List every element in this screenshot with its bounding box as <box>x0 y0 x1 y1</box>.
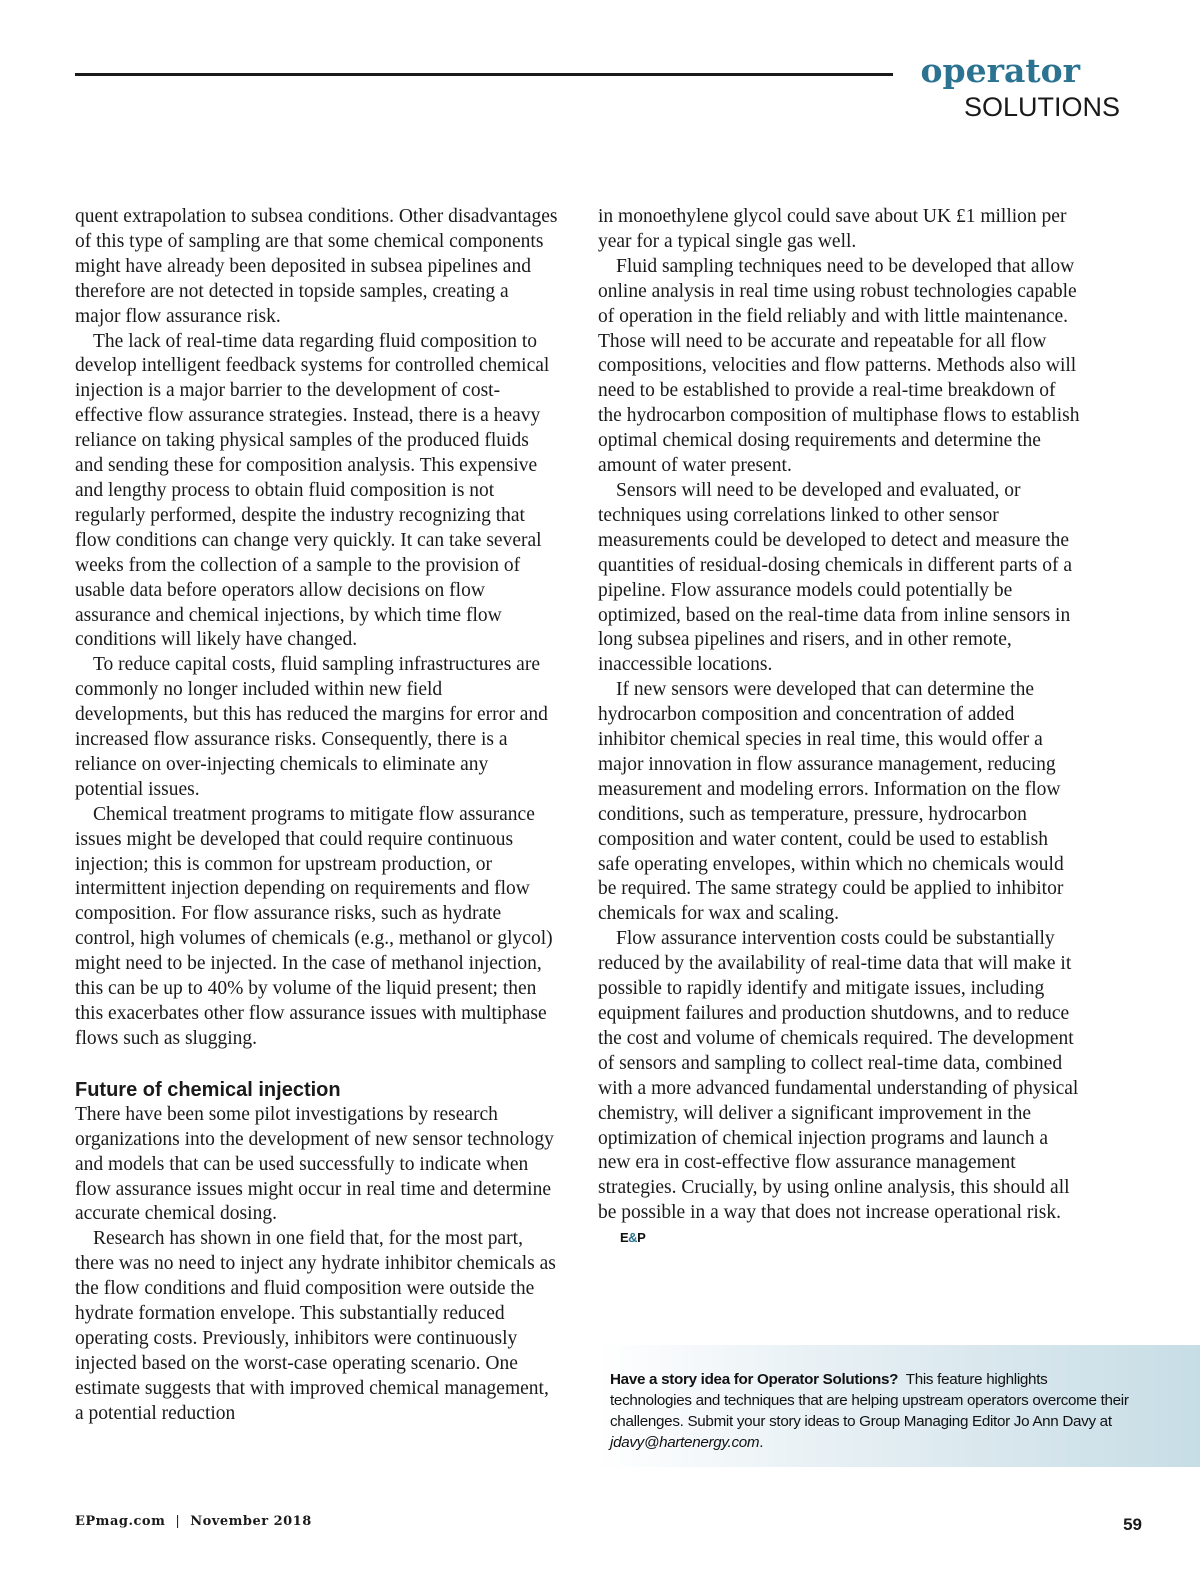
footer-separator: | <box>175 1514 181 1529</box>
paragraph: Sensors will need to be developed and evaluated, or techniques using correlations linked to other sensor measurements could be developed to detect and measure the quantities of residual-dosing chemicals in different parts of a pipeline. Flow assurance models could potentially be optimized, based on the real-time data from inline sensors in long subsea pipelines and risers, and in other remote, inaccessible locations. <box>598 479 1072 676</box>
section-subtitle: SOLUTIONS <box>963 92 1120 122</box>
story-idea-lead: Have a story idea for Operator Solutions? <box>610 1371 899 1388</box>
editor-email-link[interactable]: jdavy@hartenergy.com <box>610 1434 760 1451</box>
story-idea-text <box>610 1369 1130 1453</box>
paragraph: To reduce capital costs, fluid sampling infrastructures are commonly no longer included within new field developments, but this has reduced the margins for error and increased flow assurance risks. Consequently, there is a reliance on over-injecting chemicals to eliminate any potential issues. <box>75 654 548 800</box>
paragraph-text: Flow assurance intervention costs could be substantially reduced by the availability of real-time data that will make it possible to rapidly identify and mitigate issues, including equipment failures and production shutdowns, and to reduce the cost and volume of chemicals required. The development of sensors and sampling to collect real-time data, combined with a more advanced fundamental understanding of physical chemistry, will deliver a significant improvement in the optimization of chemical injection programs and launch a new era in cost-effective flow assurance management strategies. Crucially, by using online analysis, this should all be possible in a way that does not increase operational risk. <box>598 928 1079 1224</box>
paragraph: If new sensors were developed that can determine the hydrocarbon composition and concentration of added inhibitor chemical species in real time, this would offer a major innovation in flow assurance management, reducing measurement and modeling errors. Information on the flow conditions, such as temperature, pressure, hydrocarbon composition and water content, could be used to establish safe operating envelopes, within which no chemicals would be required. The same strategy could be applied to inhibitor chemicals for wax and scaling. <box>598 679 1064 925</box>
story-idea-body: This feature highlights technologies and techniques that are helping upstream operators overcome their challenges. Submit your story ideas to Group Managing Editor Jo Ann Davy at <box>610 1371 1129 1430</box>
paragraph: Research has shown in one field that, for the most part, there was no need to inject any hydrate inhibitor chemicals as the flow conditions and fluid composition were outside the hydrate formation envelope. This substantially reduced operating costs. Previously, inhibitors were continuously injected based on the worst-case operating scenario. One estimate suggests that with improved chemical management, a potential reduction <box>75 1228 556 1424</box>
paragraph: in monoethylene glycol could save about UK £1 million per year for a typical single gas well. <box>598 206 1067 252</box>
paragraph: quent extrapolation to subsea conditions. Other disadvantages of this type of sampling are that some chemical components might have already been deposited in subsea pipelines and therefore are not detected in topside samples, creating a major flow assurance risk. <box>75 206 558 327</box>
header-rule <box>75 73 893 76</box>
paragraph <box>598 927 1082 1251</box>
story-idea-end: . <box>759 1434 764 1451</box>
footer-issue: November 2018 <box>190 1514 312 1529</box>
paragraph: The lack of real-time data regarding fluid composition to develop intelligent feedback systems for controlled chemical injection is a major barrier to the development of cost-effective flow assurance strategies. Instead, there is a heavy reliance on taking physical samples of the produced fluids and sending these for composition analysis. This expensive and lengthy process to obtain fluid composition is not regularly performed, despite the industry recognizing that flow conditions can change very quickly. It can take several weeks from the collection of a sample to the provision of usable data before operators allow decisions on flow assurance and chemical injections, by which time flow conditions will likely have changed. <box>75 330 550 651</box>
article-left-column <box>75 205 559 1427</box>
page-number: 59 <box>1123 1515 1142 1534</box>
section-title: operator <box>920 51 1080 90</box>
article-right-column <box>598 205 1082 1251</box>
story-idea-box <box>598 1345 1200 1467</box>
paragraph: There have been some pilot investigations by research organizations into the development of new sensor technology and models that can be used successfully to indicate when flow assurance issues might occur in real time and determine accurate chemical dosing. <box>75 1103 554 1225</box>
esp-end-mark-icon: E&P <box>620 1230 646 1246</box>
paragraph: Fluid sampling techniques need to be developed that allow online analysis in real time using robust technologies capable of operation in the field reliably and with little maintenance. Those will need to be accurate and repeatable for all flow compositions, velocities and flow patterns. Methods also will need to be established to provide a real-time breakdown of the hydrocarbon composition of multiphase flows to establish optimal chemical dosing requirements and determine the amount of water present. <box>598 255 1080 477</box>
footer-site[interactable]: EPmag.com <box>75 1514 166 1529</box>
section-heading: Future of chemical injection <box>75 1078 341 1101</box>
footer <box>75 1514 312 1529</box>
paragraph: Chemical treatment programs to mitigate flow assurance issues might be developed that could require continuous injection; this is common for upstream production, or intermittent injection depending on requirements and flow composition. For flow assurance risks, such as hydrate control, high volumes of chemicals (e.g., methanol or glycol) might need to be injected. In the case of methanol injection, this can be up to 40% by volume of the liquid present; then this exacerbates other flow assurance issues with multiphase flows such as slugging. <box>75 803 553 1049</box>
